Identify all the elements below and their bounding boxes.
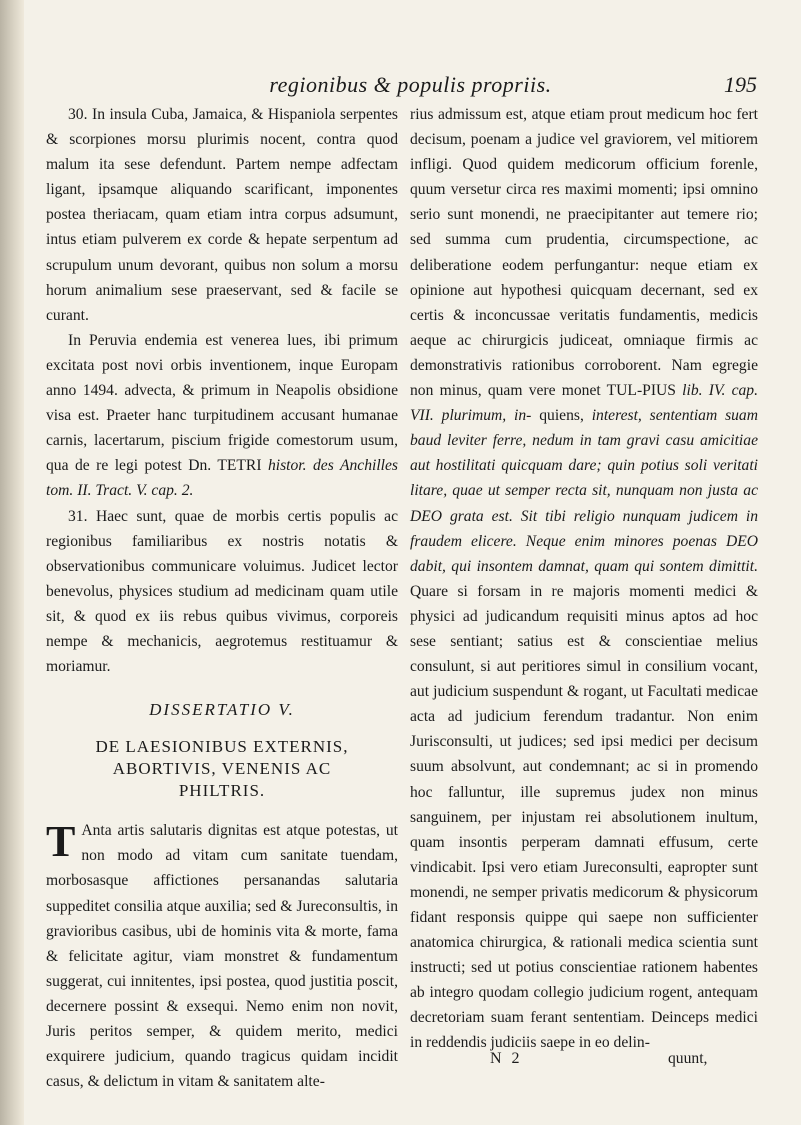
dissertation-title-line-2: ABORTIVIS, VENENIS AC bbox=[112, 759, 332, 779]
catchword: quunt, bbox=[668, 1050, 708, 1067]
running-header bbox=[0, 72, 801, 102]
dissertation-heading: DISSERTATIO V. bbox=[149, 700, 295, 720]
paragraph-quare-text: Quare si forsam in re majoris momenti medici & physici ad judicandum requisiti minus aptos ad hoc sese sentiant; satius est & conscientiae melius consulunt, si aut peritiores simul in consilium vocant, aut judicium suspendunt & rogant, ut Facultati medicae acta ad judicium ferendum tradantur. Non enim Jurisconsulti, ut judices; sed ipsi medici per decisum suum absolvunt, aut condemnant; ac si in promendo hoc falluntur, ille supremus judex non minus sanguinem, per injustam rei absolutionem inultum, quam insontis perperam damnati effusum, certe vindicabit. Ipsi vero etiam Jureconsulti, eapropter sunt monendi, ne semper privatis medicorum & physicorum fidant responsis quippe qui saepe non sufficienter anatomica chirurgica, & rationali medica scientia sunt instructi; sed ut potius conscientiae rationem habentes ab integro quodam collegio judicium rogent, antequam decretoriam suam ferant sententiam. Deinceps medici in reddendis judiciis saepe in eo delin- bbox=[410, 582, 758, 1052]
signature-mark: N 2 bbox=[490, 1050, 523, 1067]
paragraph-30-peruvia bbox=[46, 328, 398, 504]
page-number: 195 bbox=[724, 72, 757, 97]
citation-tetri: histor. des Anchilles tom. II. Tract. V. cap. 2. bbox=[46, 457, 398, 500]
paragraph-31: 31. Haec sunt, quae de morbis certis populis ac regionibus familiaribus ex nostris notatis & observationibus communicare voluimus. Judicet lector benevolus, physices studium ad medicinam quam utile sit, & quod ex iis rebus quibus vivimus, corporeis nempe & mechanicis, aegrotemus restituamur & moriamur. bbox=[46, 507, 398, 676]
quotation-tulpius: interest, sententiam suam baud leviter ferre, nedum in tam gravi casu amicitiae aut hostilitati quicquam dare; quin potius soli veritati litare, quae ut semper recta sit, nunquam non justa ac DEO grata est. Sit tibi religio nunquam judicem in fraudem elicere. Neque enim minores poenas DEO dabit, qui insontem damnat, quam qui sontem dimittit. bbox=[410, 407, 758, 575]
left-column bbox=[46, 102, 398, 1094]
drop-cap-letter: T bbox=[46, 817, 76, 867]
right-column bbox=[410, 102, 758, 1056]
paragraph-30-peruvia-text: In Peruvia endemia est venerea lues, ibi primum excitata post novi orbis inventionem, inque Europam anno 1494. advecta, & primum in Neapolis obsidione visa est. Praeter hanc turpitudinem accusant humanae carnis, lacertarum, piscium frigide comestorum usum, qua de re legi potest Dn. TETRI bbox=[46, 331, 398, 475]
dissertation-opening-text: Anta artis salutaris dignitas est atque potestas, ut non modo ad vitam cum sanitate tuendam, morbosasque affictiones persanandas salutaria suppeditet consilia atque auxilia; sed & Jureconsultis, in gravioribus casibus, ubi de hominis vita & morte, fama & felicitate agitur, viam monstret & fundamentum suggerat, cui innitentes, ipsi postea, quod justitia poscit, decernere possint & exsequi. Nemo enim non novit, Juris peritos semper, & quidem merito, medici exquirere judicium, quando tragicus quidam incidit casus, & delictum in vitam & sanitatem alte- bbox=[46, 822, 398, 1091]
paragraph-30: 30. In insula Cuba, Jamaica, & Hispaniola serpentes & scorpiones morsu plurimis nocent, contra quod malum ita sese defendunt. Partem nempe adfectam ligant, ipsamque aliquando scarificant, imponentes postea theriacam, quam etiam intra corpus adsumunt, intus etiam pulverem ex corde & hepate serpentum ad scrupulum unum devorant, quibus non solum a morsu horum animalium sese praeservant, sed & facile se curant. bbox=[46, 106, 398, 324]
citation-tulpius: lib. IV. cap. VII. plurimum, in- bbox=[410, 382, 758, 425]
running-title: regionibus & populis propriis. bbox=[269, 72, 552, 97]
paragraph-continued-text: rius admissum est, atque etiam prout medicum hoc fert decisum, poenam a judice vel graviorem, vel mitiorem infligi. Quod quidem medicorum officium forenle, quum versetur circa res maximi momenti; ipsi omnino serio sunt monendi, ne praecipitanter aut temere rio; sed summa cum prudentia, circumspectione, ac deliberatione eodem perfungantur: neque etiam ex opinione aut hypothesi quicquam decernant, sed ex certis & inconcussae veritatis fundamentis, medicis aeque ac chirurgicis judiceat, omniaque firmis ac demonstrativis rationibus corroborent. Nam egregie non minus, quam vere monet TUL-PIUS bbox=[410, 106, 758, 400]
page-gutter-shadow bbox=[0, 0, 24, 1125]
dissertation-opening-paragraph bbox=[46, 818, 398, 1094]
dissertation-title-line-1: DE LAESIONIBUS EXTERNIS, bbox=[95, 737, 349, 757]
paragraph-continued-b: quiens, bbox=[539, 407, 584, 425]
dissertation-title-line-3: PHILTRIS. bbox=[178, 781, 266, 801]
paragraph-continued bbox=[410, 102, 758, 1056]
dissertation-title bbox=[46, 736, 398, 802]
